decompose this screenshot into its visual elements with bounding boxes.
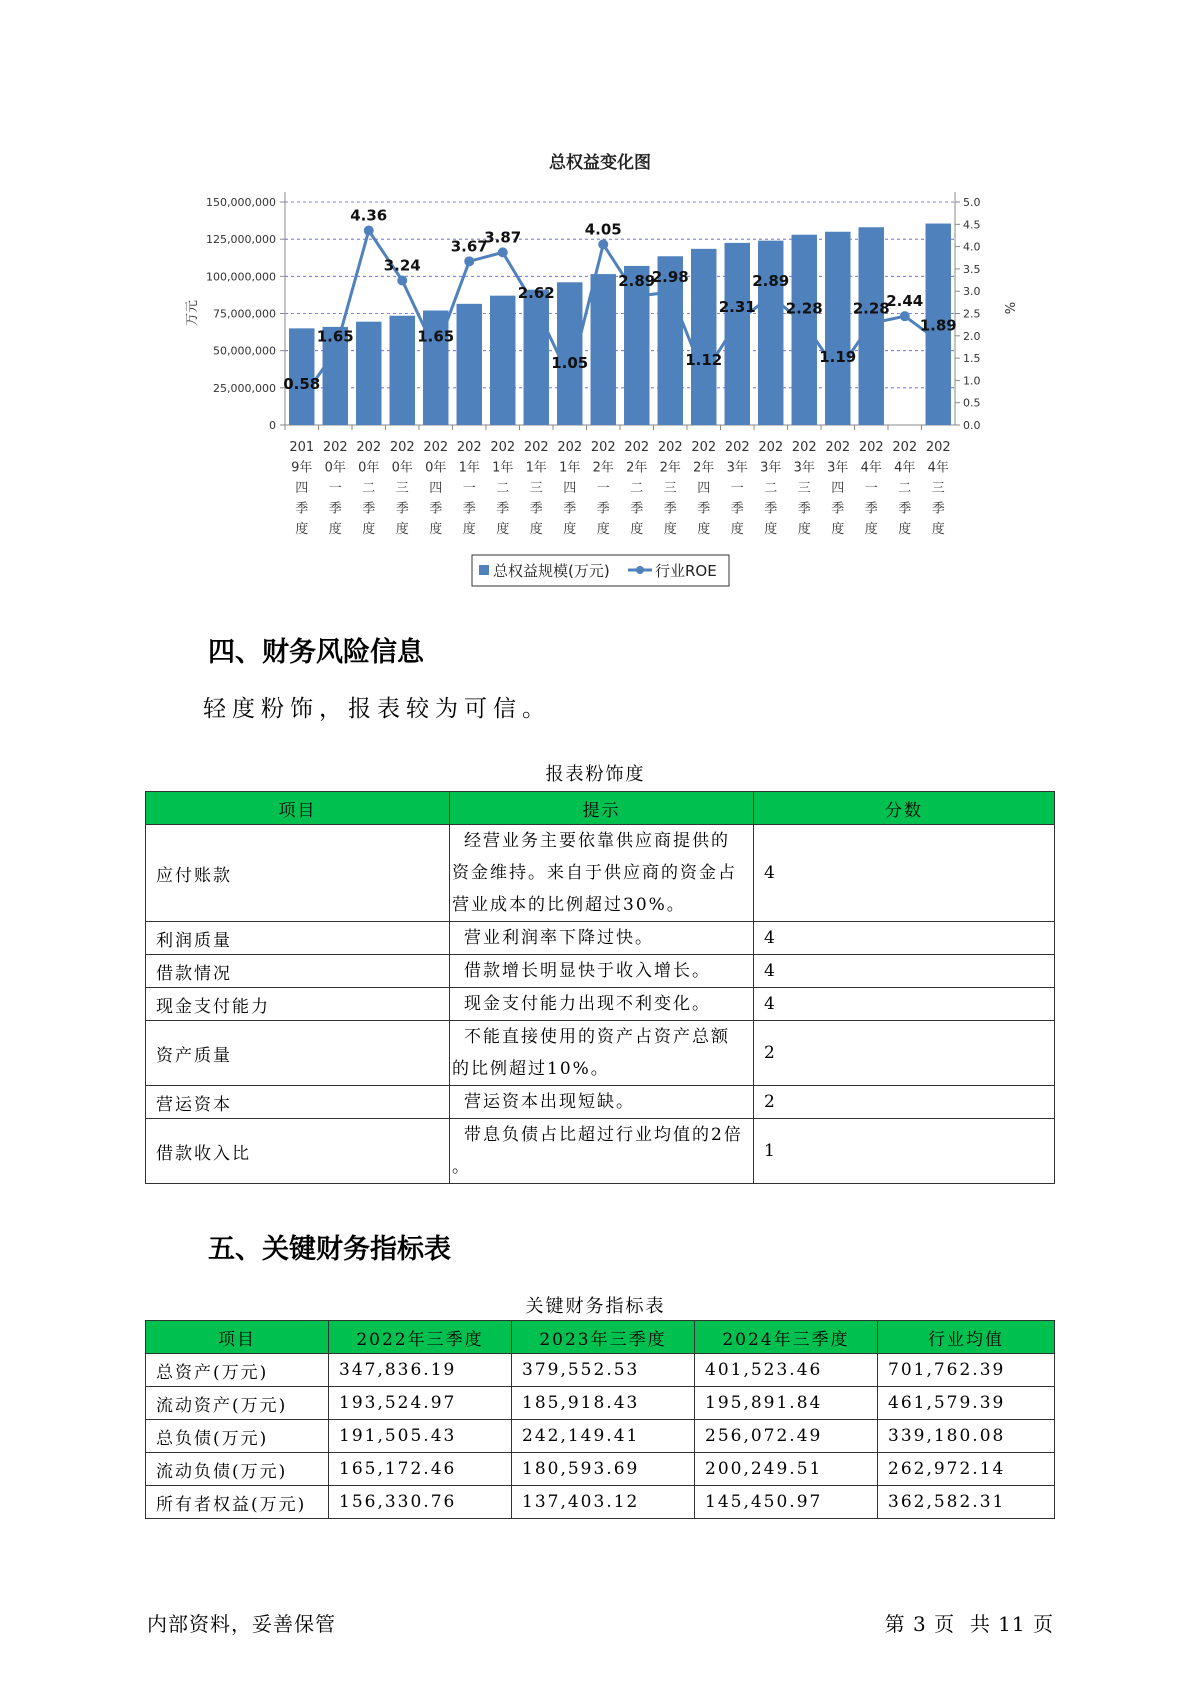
y-tick-label: 25,000,000 bbox=[213, 381, 276, 395]
roe-point bbox=[665, 287, 675, 297]
x-tick-label: 202 bbox=[423, 440, 449, 455]
y-tick-label: 0 bbox=[269, 419, 276, 432]
x-tick-label: 202 bbox=[523, 440, 549, 455]
risk-hint-line bbox=[452, 1119, 751, 1151]
x-tick-label: 一 bbox=[864, 481, 878, 496]
bar bbox=[825, 232, 850, 425]
key-value: 156,330.76 bbox=[329, 1486, 512, 1519]
risk-item: 借款情况 bbox=[146, 955, 450, 988]
risk-table-caption: 报表粉饰度 bbox=[545, 764, 646, 785]
y2-tick-label: 3.0 bbox=[963, 285, 981, 299]
x-tick-label: 季 bbox=[663, 501, 677, 517]
risk-hint-line bbox=[452, 922, 751, 954]
x-tick-label: 202 bbox=[389, 440, 415, 455]
x-tick-label: 季 bbox=[730, 501, 744, 517]
roe-point bbox=[431, 346, 441, 356]
x-tick-label: 一 bbox=[462, 481, 476, 496]
x-tick-label: 季 bbox=[529, 501, 543, 517]
x-tick-label: 202 bbox=[624, 440, 650, 455]
risk-summary: 轻度粉饰，报表较为可信。 bbox=[203, 696, 551, 722]
risk-hint-line bbox=[452, 857, 751, 889]
x-tick-label: 季 bbox=[462, 501, 476, 517]
x-tick-label: 202 bbox=[892, 440, 918, 455]
roe-data-label: 2.28 bbox=[785, 299, 823, 318]
roe-point bbox=[699, 370, 709, 380]
key-value: 262,972.14 bbox=[878, 1453, 1055, 1486]
chart-title: 总权益变化图 bbox=[549, 153, 651, 173]
x-tick-label: 3年 bbox=[726, 460, 748, 476]
roe-data-label: 3.24 bbox=[383, 256, 421, 275]
x-tick-label: 4年 bbox=[927, 460, 949, 476]
key-table-row bbox=[146, 1486, 1055, 1519]
x-tick-label: 度 bbox=[429, 522, 443, 537]
header-score: 分数 bbox=[754, 792, 1055, 825]
x-tick-label: 2年 bbox=[693, 460, 715, 476]
risk-score: 4 bbox=[754, 825, 1055, 922]
key-value: 193,524.97 bbox=[329, 1387, 512, 1420]
roe-point bbox=[364, 226, 374, 236]
roe-data-label: 2.89 bbox=[752, 272, 790, 291]
risk-table-row bbox=[146, 1086, 1055, 1119]
key-table-row bbox=[146, 1453, 1055, 1486]
x-tick-label: 度 bbox=[529, 522, 543, 537]
roe-data-label: 3.67 bbox=[450, 237, 488, 256]
roe-point bbox=[464, 256, 474, 266]
bar bbox=[591, 274, 616, 425]
roe-data-label: 1.05 bbox=[551, 354, 589, 373]
roe-point bbox=[397, 275, 407, 285]
legend-bar-label: 总权益规模(万元) bbox=[493, 562, 610, 580]
risk-table-row bbox=[146, 922, 1055, 955]
key-value: 180,593.69 bbox=[512, 1453, 695, 1486]
x-tick-label: 一 bbox=[730, 481, 744, 496]
key-table-caption: 关键财务指标表 bbox=[525, 1296, 666, 1317]
x-tick-label: 3年 bbox=[760, 460, 782, 476]
bar bbox=[792, 235, 817, 425]
x-tick-label: 0年 bbox=[391, 460, 413, 476]
risk-table-row bbox=[146, 955, 1055, 988]
x-tick-label: 202 bbox=[724, 440, 750, 455]
risk-table-row bbox=[146, 1119, 1055, 1184]
key-value: 165,172.46 bbox=[329, 1453, 512, 1486]
risk-hint-text: 带息负债占比超过行业均值的2倍 bbox=[464, 1125, 743, 1145]
x-tick-label: 度 bbox=[931, 522, 945, 537]
roe-data-label: 1.12 bbox=[685, 351, 723, 370]
x-tick-label: 202 bbox=[356, 440, 382, 455]
risk-score: 4 bbox=[754, 922, 1055, 955]
roe-data-label: 2.89 bbox=[618, 272, 656, 291]
key-value: 461,579.39 bbox=[878, 1387, 1055, 1420]
x-tick-label: 二 bbox=[362, 481, 376, 496]
y2-tick-label: 4.5 bbox=[963, 218, 981, 232]
header-2024q3: 2024年三季度 bbox=[695, 1321, 878, 1354]
x-tick-label: 季 bbox=[764, 501, 778, 517]
x-tick-label: 1年 bbox=[559, 460, 581, 476]
x-tick-label: 季 bbox=[563, 501, 577, 517]
x-tick-label: 度 bbox=[898, 522, 912, 537]
roe-data-label: 3.87 bbox=[484, 228, 522, 247]
risk-hint bbox=[450, 1021, 754, 1086]
risk-score: 2 bbox=[754, 1086, 1055, 1119]
x-tick-label: 季 bbox=[295, 501, 309, 517]
x-tick-label: 度 bbox=[328, 522, 342, 537]
x-tick-label: 度 bbox=[395, 522, 409, 537]
risk-hint-line bbox=[452, 1021, 751, 1053]
roe-point bbox=[632, 291, 642, 301]
x-tick-label: 202 bbox=[925, 440, 951, 455]
x-tick-label: 四 bbox=[563, 481, 577, 496]
risk-hint-text: 营运资本出现短缺。 bbox=[464, 1092, 635, 1112]
section-5-title: 五、关键财务指标表 bbox=[208, 1234, 451, 1265]
risk-hint bbox=[450, 1119, 754, 1184]
risk-hint-text: 资金维持。来自于供应商的资金占 bbox=[452, 863, 737, 883]
key-item: 总负债(万元) bbox=[146, 1420, 329, 1453]
y2-axis-label: % bbox=[1001, 301, 1016, 315]
x-tick-label: 202 bbox=[758, 440, 784, 455]
header-item: 项目 bbox=[146, 792, 450, 825]
x-tick-label: 2年 bbox=[626, 460, 648, 476]
x-tick-label: 三 bbox=[663, 481, 677, 496]
legend-line-label: 行业ROE bbox=[655, 562, 717, 580]
risk-hint-line bbox=[452, 889, 751, 921]
y2-tick-label: 2.5 bbox=[963, 307, 981, 321]
header-2022q3: 2022年三季度 bbox=[329, 1321, 512, 1354]
risk-hint-line bbox=[452, 988, 751, 1020]
header-2023q3: 2023年三季度 bbox=[512, 1321, 695, 1354]
x-tick-label: 二 bbox=[764, 481, 778, 496]
roe-data-label: 4.05 bbox=[584, 220, 622, 239]
roe-point bbox=[498, 247, 508, 257]
roe-data-label: 4.36 bbox=[350, 206, 388, 225]
x-tick-label: 1年 bbox=[458, 460, 480, 476]
bar bbox=[758, 241, 783, 425]
roe-point bbox=[732, 317, 742, 327]
roe-data-label: 2.44 bbox=[886, 292, 924, 311]
risk-hint-line bbox=[452, 955, 751, 987]
risk-hint-text: 。 bbox=[452, 1157, 471, 1177]
y2-tick-label: 1.5 bbox=[963, 352, 981, 366]
roe-point bbox=[531, 303, 541, 313]
x-tick-label: 202 bbox=[490, 440, 516, 455]
risk-table bbox=[145, 791, 1055, 1184]
key-item: 总资产(万元) bbox=[146, 1354, 329, 1387]
x-tick-label: 季 bbox=[831, 501, 845, 517]
section-4-title: 四、财务风险信息 bbox=[208, 637, 424, 668]
x-tick-label: 度 bbox=[563, 522, 577, 537]
x-tick-label: 二 bbox=[496, 481, 510, 496]
risk-hint bbox=[450, 988, 754, 1021]
x-tick-label: 202 bbox=[657, 440, 683, 455]
roe-data-label: 2.62 bbox=[517, 284, 555, 303]
x-tick-label: 度 bbox=[496, 522, 510, 537]
x-tick-label: 度 bbox=[295, 522, 309, 537]
risk-score: 1 bbox=[754, 1119, 1055, 1184]
risk-score: 2 bbox=[754, 1021, 1055, 1086]
x-tick-label: 1年 bbox=[492, 460, 514, 476]
risk-table-row bbox=[146, 825, 1055, 922]
key-financials-table bbox=[145, 1320, 1055, 1519]
risk-item: 现金支付能力 bbox=[146, 988, 450, 1021]
bar bbox=[457, 304, 482, 425]
key-value: 256,072.49 bbox=[695, 1420, 878, 1453]
risk-hint-line bbox=[452, 1151, 751, 1183]
key-item: 流动资产(万元) bbox=[146, 1387, 329, 1420]
x-tick-label: 四 bbox=[429, 481, 443, 496]
x-tick-label: 202 bbox=[456, 440, 482, 455]
x-tick-label: 4年 bbox=[894, 460, 916, 476]
x-tick-label: 三 bbox=[529, 481, 543, 496]
footer-page-number: 第 3 页 共 11 页 bbox=[884, 1612, 1054, 1636]
roe-point bbox=[565, 373, 575, 383]
key-value: 379,552.53 bbox=[512, 1354, 695, 1387]
y-axis-label: 万元 bbox=[185, 299, 200, 327]
y2-tick-label: 0.0 bbox=[963, 419, 981, 432]
x-tick-label: 3年 bbox=[827, 460, 849, 476]
x-tick-label: 202 bbox=[825, 440, 851, 455]
risk-table-row bbox=[146, 988, 1055, 1021]
risk-hint-line bbox=[452, 1086, 751, 1118]
x-tick-label: 季 bbox=[898, 501, 912, 517]
risk-score: 4 bbox=[754, 988, 1055, 1021]
x-tick-label: 季 bbox=[797, 501, 811, 517]
key-item: 所有者权益(万元) bbox=[146, 1486, 329, 1519]
equity-chart bbox=[0, 0, 1191, 600]
x-tick-label: 1年 bbox=[525, 460, 547, 476]
x-tick-label: 度 bbox=[764, 522, 778, 537]
roe-data-label: 1.19 bbox=[819, 347, 857, 366]
key-value: 362,582.31 bbox=[878, 1486, 1055, 1519]
key-value: 401,523.46 bbox=[695, 1354, 878, 1387]
x-tick-label: 9年 bbox=[291, 460, 313, 476]
x-tick-label: 季 bbox=[395, 501, 409, 517]
x-tick-label: 季 bbox=[630, 501, 644, 517]
y-tick-label: 125,000,000 bbox=[206, 233, 276, 247]
x-tick-label: 一 bbox=[596, 481, 610, 496]
roe-point bbox=[799, 318, 809, 328]
x-tick-label: 三 bbox=[931, 481, 945, 496]
roe-data-label: 1.65 bbox=[417, 327, 455, 346]
x-tick-label: 三 bbox=[797, 481, 811, 496]
roe-point bbox=[330, 346, 340, 356]
key-item: 流动负债(万元) bbox=[146, 1453, 329, 1486]
x-tick-label: 四 bbox=[697, 481, 711, 496]
key-value: 242,149.41 bbox=[512, 1420, 695, 1453]
x-tick-label: 季 bbox=[328, 501, 342, 517]
roe-point bbox=[297, 394, 307, 404]
y2-tick-label: 0.5 bbox=[963, 396, 981, 410]
x-tick-label: 0年 bbox=[358, 460, 380, 476]
legend-bar-swatch bbox=[479, 565, 489, 575]
risk-hint-text: 不能直接使用的资产占资产总额 bbox=[464, 1027, 730, 1047]
key-table-row bbox=[146, 1354, 1055, 1387]
y2-tick-label: 1.0 bbox=[963, 374, 981, 388]
risk-item: 利润质量 bbox=[146, 922, 450, 955]
y-tick-label: 100,000,000 bbox=[206, 270, 276, 284]
roe-data-label: 2.31 bbox=[718, 297, 756, 316]
x-tick-label: 季 bbox=[864, 501, 878, 517]
x-tick-label: 202 bbox=[858, 440, 884, 455]
footer-confidential: 内部资料，妥善保管 bbox=[147, 1612, 336, 1636]
x-tick-label: 季 bbox=[362, 501, 376, 517]
risk-item: 借款收入比 bbox=[146, 1119, 450, 1184]
roe-data-label: 2.28 bbox=[852, 299, 890, 318]
x-tick-label: 季 bbox=[596, 501, 610, 517]
key-value: 191,505.43 bbox=[329, 1420, 512, 1453]
x-tick-label: 201 bbox=[289, 440, 315, 455]
risk-score: 4 bbox=[754, 955, 1055, 988]
key-value: 701,762.39 bbox=[878, 1354, 1055, 1387]
roe-data-label: 1.65 bbox=[316, 327, 354, 346]
roe-data-label: 2.98 bbox=[651, 268, 689, 287]
bar bbox=[390, 316, 415, 425]
risk-hint-text: 营业利润率下降过快。 bbox=[464, 928, 654, 948]
x-tick-label: 度 bbox=[697, 522, 711, 537]
key-value: 185,918.43 bbox=[512, 1387, 695, 1420]
risk-hint-text: 经营业务主要依靠供应商提供的 bbox=[464, 831, 730, 851]
risk-hint bbox=[450, 825, 754, 922]
risk-hint-text: 营业成本的比例超过30%。 bbox=[452, 895, 686, 915]
y-tick-label: 75,000,000 bbox=[213, 307, 276, 321]
x-tick-label: 202 bbox=[791, 440, 817, 455]
y2-tick-label: 4.0 bbox=[963, 240, 981, 254]
risk-hint-line bbox=[452, 825, 751, 857]
x-tick-label: 202 bbox=[590, 440, 616, 455]
x-tick-label: 季 bbox=[697, 501, 711, 517]
x-tick-label: 202 bbox=[322, 440, 348, 455]
x-tick-label: 季 bbox=[931, 501, 945, 517]
y2-tick-label: 2.0 bbox=[963, 329, 981, 343]
risk-item: 应付账款 bbox=[146, 825, 450, 922]
y-tick-label: 150,000,000 bbox=[206, 196, 276, 209]
legend-line-marker bbox=[636, 566, 644, 574]
x-tick-label: 度 bbox=[630, 522, 644, 537]
x-tick-label: 202 bbox=[691, 440, 717, 455]
x-tick-label: 度 bbox=[797, 522, 811, 537]
risk-hint bbox=[450, 955, 754, 988]
roe-point bbox=[766, 291, 776, 301]
roe-point bbox=[866, 318, 876, 328]
roe-point bbox=[598, 239, 608, 249]
header-item: 项目 bbox=[146, 1321, 329, 1354]
x-tick-label: 3年 bbox=[793, 460, 815, 476]
x-tick-label: 度 bbox=[596, 522, 610, 537]
risk-hint-line bbox=[452, 1053, 751, 1085]
key-table-row bbox=[146, 1387, 1055, 1420]
risk-item: 资产质量 bbox=[146, 1021, 450, 1086]
x-tick-label: 0年 bbox=[324, 460, 346, 476]
key-value: 145,450.97 bbox=[695, 1486, 878, 1519]
x-tick-label: 度 bbox=[730, 522, 744, 537]
x-tick-label: 度 bbox=[462, 522, 476, 537]
roe-point bbox=[833, 367, 843, 377]
risk-item: 营运资本 bbox=[146, 1086, 450, 1119]
bar bbox=[356, 322, 381, 425]
y-tick-label: 50,000,000 bbox=[213, 344, 276, 358]
x-tick-label: 季 bbox=[496, 501, 510, 517]
key-value: 347,836.19 bbox=[329, 1354, 512, 1387]
x-tick-label: 四 bbox=[295, 481, 309, 496]
y2-tick-label: 3.5 bbox=[963, 262, 981, 276]
x-tick-label: 四 bbox=[831, 481, 845, 496]
bar bbox=[691, 249, 716, 425]
risk-hint bbox=[450, 922, 754, 955]
risk-table-row bbox=[146, 1021, 1055, 1086]
x-tick-label: 二 bbox=[630, 481, 644, 496]
x-tick-label: 度 bbox=[831, 522, 845, 537]
bar bbox=[490, 296, 515, 425]
x-tick-label: 三 bbox=[395, 481, 409, 496]
x-tick-label: 2年 bbox=[659, 460, 681, 476]
key-value: 137,403.12 bbox=[512, 1486, 695, 1519]
x-tick-label: 0年 bbox=[425, 460, 447, 476]
x-tick-label: 度 bbox=[864, 522, 878, 537]
roe-point bbox=[933, 336, 943, 346]
risk-hint-text: 借款增长明显快于收入增长。 bbox=[464, 961, 711, 981]
x-tick-label: 一 bbox=[328, 481, 342, 496]
risk-hint-text: 的比例超过10%。 bbox=[452, 1059, 610, 1079]
x-tick-label: 季 bbox=[429, 501, 443, 517]
x-tick-label: 二 bbox=[898, 481, 912, 496]
y2-tick-label: 5.0 bbox=[963, 196, 981, 209]
risk-table-header bbox=[146, 792, 1055, 825]
roe-data-label: 1.89 bbox=[919, 316, 957, 335]
x-tick-label: 度 bbox=[663, 522, 677, 537]
roe-data-label: 0.58 bbox=[283, 375, 321, 394]
header-industry-avg: 行业均值 bbox=[878, 1321, 1055, 1354]
key-value: 195,891.84 bbox=[695, 1387, 878, 1420]
x-tick-label: 202 bbox=[557, 440, 583, 455]
roe-point bbox=[900, 311, 910, 321]
key-value: 339,180.08 bbox=[878, 1420, 1055, 1453]
risk-hint-text: 现金支付能力出现不利变化。 bbox=[464, 994, 711, 1014]
x-tick-label: 4年 bbox=[860, 460, 882, 476]
x-tick-label: 2年 bbox=[592, 460, 614, 476]
key-table-row bbox=[146, 1420, 1055, 1453]
key-value: 200,249.51 bbox=[695, 1453, 878, 1486]
key-table-header bbox=[146, 1321, 1055, 1354]
x-tick-label: 度 bbox=[362, 522, 376, 537]
risk-hint bbox=[450, 1086, 754, 1119]
header-hint: 提示 bbox=[450, 792, 754, 825]
